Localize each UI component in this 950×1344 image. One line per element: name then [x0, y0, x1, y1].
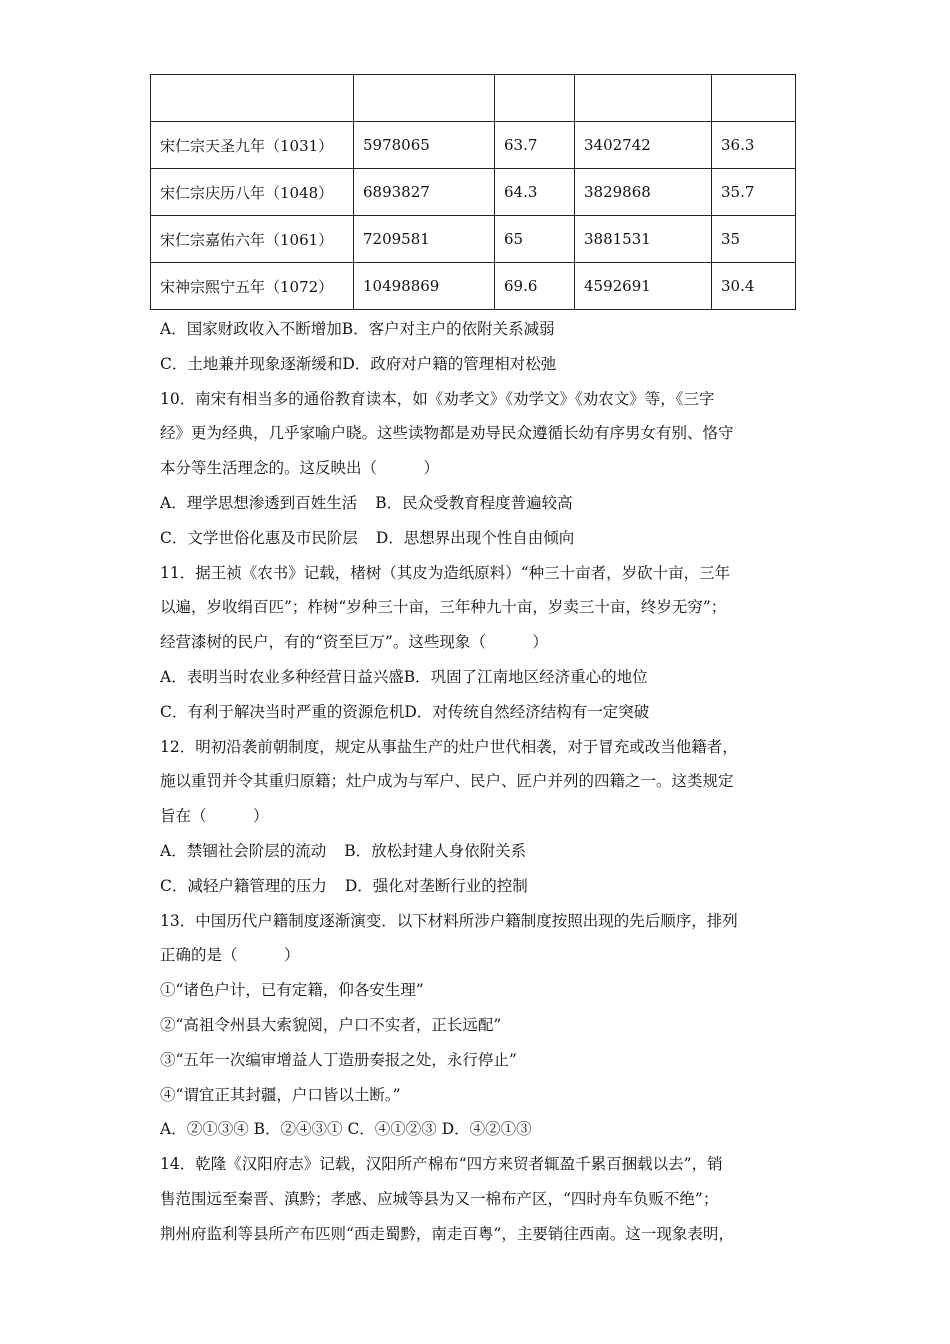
table-cell: 36.3	[712, 122, 796, 169]
table-cell: 35	[712, 216, 796, 263]
table-cell: 69.6	[495, 263, 575, 310]
option-line	[160, 660, 800, 695]
table-header-cell	[354, 75, 495, 122]
table-cell: 10498869	[354, 263, 495, 310]
table-header-row	[151, 75, 796, 122]
table-cell: 35.7	[712, 169, 796, 216]
question-text-line: 经》更为经典，几乎家喻户晓。这些读物都是劝导民众遵循长幼有序男女有别、恪守	[160, 424, 734, 443]
table-cell: 宋仁宗嘉佑六年（1061）	[151, 216, 354, 263]
question-text-line: 10．南宋有相当多的通俗教育读本，如《劝孝文》《劝学文》《劝农文》等，《三字	[160, 389, 715, 408]
table-cell: 7209581	[354, 216, 495, 263]
question-text-line: 以遍，岁收绢百匹”；柞树“岁种三十亩，三年种九十亩，岁卖三十亩，终岁无穷”；	[160, 598, 727, 617]
household-data-table	[150, 74, 796, 310]
question-text-line: 旨在（ ）	[160, 807, 269, 826]
option-line	[160, 521, 800, 556]
material-item: ④“谓宜正其封疆，户口皆以土断。”	[160, 1085, 401, 1104]
material-item: ①“诸色户计，已有定籍，仰各安生理”	[160, 981, 424, 1000]
material-item: ③“五年一次编审增益人丁造册奏报之处，永行停止”	[160, 1050, 517, 1069]
question-text-line: 售范围远至秦晋、滇黔；孝感、应城等县为又一棉布产区，“四时舟车负贩不绝”；	[160, 1189, 719, 1208]
question-text-line: 施以重罚并令其重归原籍；灶户成为与军户、民户、匠户并列的四籍之一。这类规定	[160, 772, 734, 791]
option-line	[160, 486, 800, 521]
table-cell: 64.3	[495, 169, 575, 216]
question-text-line: 荆州府监利等县所产布匹则“西走蜀黔，南走百粤”，主要销往西南。这一现象表明，	[160, 1224, 734, 1243]
table-cell: 3829868	[575, 169, 712, 216]
option-line	[160, 347, 800, 382]
option-a: A．国家财政收入不断增加	[160, 320, 342, 338]
question-body	[160, 312, 800, 1252]
option-b: B．放松封建人身依附关系	[344, 841, 527, 860]
option-d: D．思想界出现个性自由倾向	[375, 528, 575, 547]
table-cell: 4592691	[575, 263, 712, 310]
option-line	[160, 869, 800, 904]
option-d: D．政府对户籍的管理相对松弛	[342, 354, 557, 373]
table-cell: 宋仁宗天圣九年（1031）	[151, 122, 354, 169]
option-b: B．客户对主户的依附关系减弱	[341, 320, 555, 338]
option-c: C．文学世俗化惠及市民阶层	[160, 528, 358, 547]
table-cell: 5978065	[354, 122, 495, 169]
table-cell: 30.4	[712, 263, 796, 310]
option-d: D．强化对垄断行业的控制	[344, 876, 528, 895]
option-c: C．减轻户籍管理的压力	[160, 876, 327, 895]
table-row	[151, 122, 796, 169]
option-line	[160, 695, 800, 730]
option-a: A．禁锢社会阶层的流动	[160, 841, 327, 860]
option-line	[160, 834, 800, 869]
table-row	[151, 263, 796, 310]
table-cell: 3402742	[575, 122, 712, 169]
option-d: D．对传统自然经济结构有一定突破	[404, 702, 650, 721]
option-c: C．土地兼并现象逐渐缓和	[160, 354, 343, 373]
table-cell: 宋仁宗庆历八年（1048）	[151, 169, 354, 216]
question-text-line: 14．乾隆《汉阳府志》记载，汉阳所产棉布“四方来贸者辄盈千累百捆载以去”，销	[160, 1155, 723, 1174]
option-b: B．巩固了江南地区经济重心的地位	[403, 667, 648, 686]
option-line	[160, 312, 800, 347]
option-line: A．②①③④ B．②④③① C．④①②③ D．④②①③	[160, 1120, 532, 1139]
option-c: C．有利于解决当时严重的资源危机	[160, 702, 405, 721]
table-cell: 63.7	[495, 122, 575, 169]
question-text-line: 13．中国历代户籍制度逐渐演变．以下材料所涉户籍制度按照出现的先后顺序，排列	[160, 911, 738, 930]
table-cell: 宋神宗熙宁五年（1072）	[151, 263, 354, 310]
question-text-line: 正确的是（ ）	[160, 946, 300, 965]
table-row	[151, 169, 796, 216]
table-header-cell	[495, 75, 575, 122]
table-row	[151, 216, 796, 263]
table-header-cell	[151, 75, 354, 122]
question-text-line: 12．明初沿袭前朝制度，规定从事盐生产的灶户世代相袭，对于冒充或改当他籍者，	[160, 737, 738, 756]
question-text-line: 本分等生活理念的。这反映出（ ）	[160, 459, 440, 478]
table-cell: 65	[495, 216, 575, 263]
question-text-line: 经营漆树的民户，有的“资至巨万”。这些现象（ ）	[160, 633, 548, 652]
option-a: A．理学思想渗透到百姓生活	[160, 493, 358, 512]
material-item: ②“高祖令州县大索貌阅，户口不实者，正长远配”	[160, 1015, 502, 1034]
option-b: B．民众受教育程度普遍较高	[375, 493, 573, 512]
question-text-line: 11．据王祯《农书》记载，楮树（其皮为造纸原料）“种三十亩者，岁砍十亩，三年	[160, 563, 731, 582]
table-cell: 6893827	[354, 169, 495, 216]
table-header-cell	[712, 75, 796, 122]
option-a: A．表明当时农业多种经营日益兴盛	[160, 667, 404, 686]
table-header-cell	[575, 75, 712, 122]
table-cell: 3881531	[575, 216, 712, 263]
